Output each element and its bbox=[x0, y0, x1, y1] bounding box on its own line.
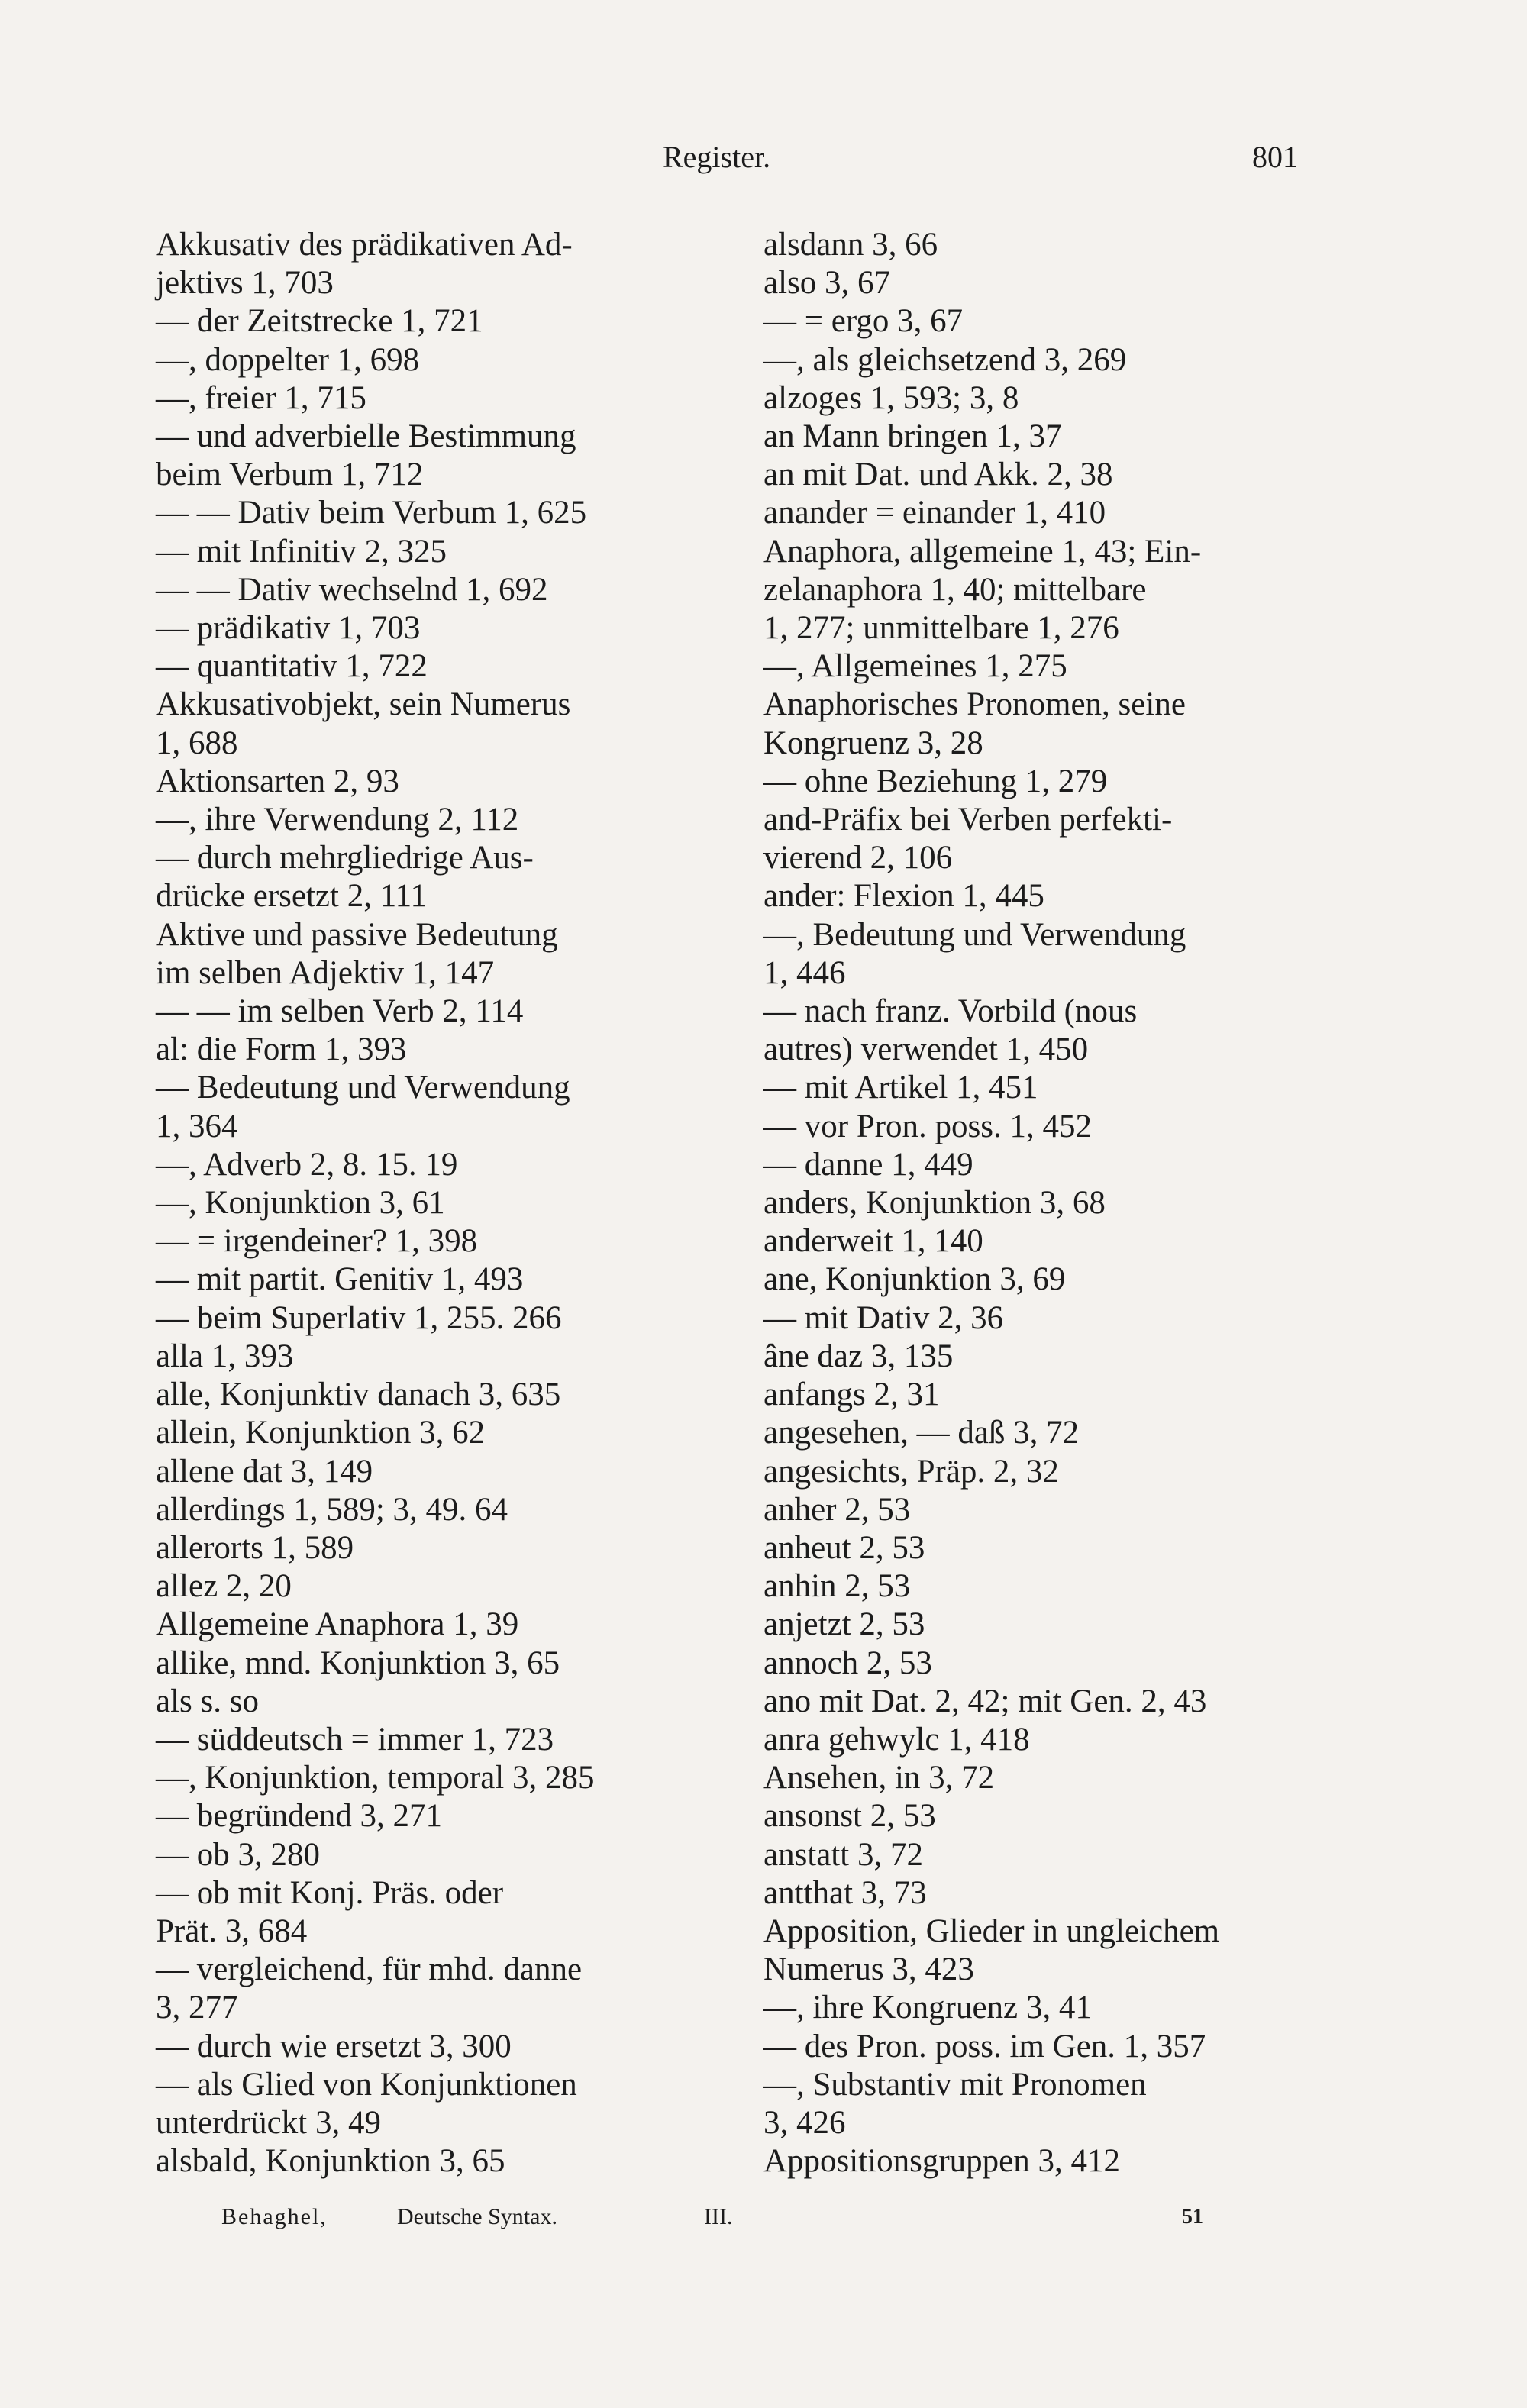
index-line: vierend 2, 106 bbox=[764, 840, 953, 876]
index-line: — — Dativ wechselnd 1, 692 bbox=[156, 571, 548, 608]
index-line: — danne 1, 449 bbox=[764, 1146, 973, 1183]
index-line: — vergleichend, für mhd. danne bbox=[156, 1951, 583, 1988]
index-line: — durch mehrgliedrige Aus- bbox=[156, 840, 534, 876]
page-number: 801 bbox=[1252, 140, 1298, 174]
index-line: — begründend 3, 271 bbox=[156, 1798, 442, 1835]
footer-author: Behaghel, bbox=[221, 2204, 328, 2229]
index-line: alsbald, Konjunktion 3, 65 bbox=[156, 2143, 505, 2180]
index-line: — der Zeitstrecke 1, 721 bbox=[156, 303, 483, 340]
index-line: —, ihre Kongruenz 3, 41 bbox=[764, 1990, 1092, 2026]
index-line: Anaphora, allgemeine 1, 43; Ein- bbox=[764, 533, 1202, 570]
index-line: allene dat 3, 149 bbox=[156, 1453, 373, 1490]
index-line: 1, 688 bbox=[156, 725, 238, 761]
index-line: — vor Pron. poss. 1, 452 bbox=[764, 1108, 1093, 1144]
index-line: — beim Superlativ 1, 255. 266 bbox=[156, 1299, 562, 1336]
index-line: — — im selben Verb 2, 114 bbox=[156, 993, 524, 1030]
index-line: —, als gleichsetzend 3, 269 bbox=[764, 341, 1127, 378]
index-line: anders, Konjunktion 3, 68 bbox=[764, 1185, 1106, 1222]
index-line: — = irgendeiner? 1, 398 bbox=[156, 1223, 478, 1260]
index-line: angesehen, — daß 3, 72 bbox=[764, 1415, 1080, 1451]
index-line: 1, 446 bbox=[764, 954, 846, 991]
index-line: Aktive und passive Bedeutung bbox=[156, 916, 558, 953]
index-line: —, ihre Verwendung 2, 112 bbox=[156, 802, 519, 838]
index-line: anfangs 2, 31 bbox=[764, 1377, 940, 1413]
index-line: antthat 3, 73 bbox=[764, 1874, 927, 1911]
index-line: ander: Flexion 1, 445 bbox=[764, 878, 1044, 915]
index-line: als s. so bbox=[156, 1683, 259, 1719]
index-line: —, doppelter 1, 698 bbox=[156, 341, 420, 378]
index-line: unterdrückt 3, 49 bbox=[156, 2104, 381, 2141]
index-line: —, Konjunktion, temporal 3, 285 bbox=[156, 1760, 595, 1796]
index-line: —, Allgemeines 1, 275 bbox=[764, 648, 1067, 685]
index-line: Apposition, Glieder in ungleichem bbox=[764, 1913, 1220, 1949]
index-line: — Bedeutung und Verwendung bbox=[156, 1070, 570, 1106]
index-line: Anaphorisches Pronomen, seine bbox=[764, 686, 1186, 723]
index-line: —, Bedeutung und Verwendung bbox=[764, 916, 1186, 953]
index-line: autres) verwendet 1, 450 bbox=[764, 1031, 1089, 1068]
index-line: angesichts, Präp. 2, 32 bbox=[764, 1453, 1059, 1490]
index-line: —, Adverb 2, 8. 15. 19 bbox=[156, 1146, 458, 1183]
index-line: Aktionsarten 2, 93 bbox=[156, 763, 399, 799]
index-line: annoch 2, 53 bbox=[764, 1645, 932, 1681]
index-line: — und adverbielle Bestimmung bbox=[156, 418, 576, 455]
index-line: — süddeutsch = immer 1, 723 bbox=[156, 1721, 554, 1758]
index-line: 3, 277 bbox=[156, 1990, 238, 2026]
index-line: — nach franz. Vorbild (nous bbox=[764, 993, 1138, 1030]
index-line: — durch wie ersetzt 3, 300 bbox=[156, 2028, 512, 2064]
running-title: Register. bbox=[663, 140, 771, 174]
page-footer bbox=[0, 2196, 1527, 2239]
index-line: allerdings 1, 589; 3, 49. 64 bbox=[156, 1491, 508, 1528]
index-line: and-Präfix bei Verben perfekti- bbox=[764, 802, 1173, 838]
running-head bbox=[0, 136, 1527, 179]
index-column-left bbox=[156, 226, 713, 2180]
index-line: 1, 277; unmittelbare 1, 276 bbox=[764, 610, 1119, 647]
footer-title: Deutsche Syntax. bbox=[397, 2204, 557, 2229]
index-line: Allgemeine Anaphora 1, 39 bbox=[156, 1606, 519, 1643]
index-line: im selben Adjektiv 1, 147 bbox=[156, 954, 495, 991]
index-line: allez 2, 20 bbox=[156, 1568, 292, 1605]
index-line: anra gehwylc 1, 418 bbox=[764, 1721, 1030, 1758]
index-line: Appositionsgruppen 3, 412 bbox=[764, 2143, 1121, 2180]
index-line: jektivs 1, 703 bbox=[156, 265, 334, 302]
index-line: alzoges 1, 593; 3, 8 bbox=[764, 379, 1019, 416]
index-line: âne daz 3, 135 bbox=[764, 1338, 954, 1374]
index-line: Numerus 3, 423 bbox=[764, 1951, 974, 1988]
index-line: —, Substantiv mit Pronomen bbox=[764, 2066, 1147, 2103]
index-line: — mit Dativ 2, 36 bbox=[764, 1299, 1004, 1336]
index-line: 1, 364 bbox=[156, 1108, 238, 1144]
index-line: anhin 2, 53 bbox=[764, 1568, 911, 1605]
index-line: anander = einander 1, 410 bbox=[764, 495, 1106, 531]
index-line: allein, Konjunktion 3, 62 bbox=[156, 1415, 486, 1451]
index-line: anher 2, 53 bbox=[764, 1491, 911, 1528]
index-line: al: die Form 1, 393 bbox=[156, 1031, 407, 1068]
index-line: — mit Infinitiv 2, 325 bbox=[156, 533, 447, 570]
index-line: — prädikativ 1, 703 bbox=[156, 610, 421, 647]
index-line: an Mann bringen 1, 37 bbox=[764, 418, 1062, 455]
index-line: — als Glied von Konjunktionen bbox=[156, 2066, 577, 2103]
index-line: anstatt 3, 72 bbox=[764, 1836, 923, 1873]
index-line: also 3, 67 bbox=[764, 265, 891, 302]
index-line: anjetzt 2, 53 bbox=[764, 1606, 925, 1643]
index-line: Akkusativ des prädikativen Ad- bbox=[156, 227, 573, 263]
index-line: allike, mnd. Konjunktion 3, 65 bbox=[156, 1645, 560, 1681]
index-line: alla 1, 393 bbox=[156, 1338, 294, 1374]
index-line: 3, 426 bbox=[764, 2104, 846, 2141]
index-line: Kongruenz 3, 28 bbox=[764, 725, 983, 761]
index-line: ano mit Dat. 2, 42; mit Gen. 2, 43 bbox=[764, 1683, 1207, 1719]
index-line: allerorts 1, 589 bbox=[156, 1529, 354, 1566]
index-line: — mit Artikel 1, 451 bbox=[764, 1070, 1038, 1106]
index-line: alle, Konjunktiv danach 3, 635 bbox=[156, 1377, 561, 1413]
index-line: Akkusativobjekt, sein Numerus bbox=[156, 686, 571, 723]
index-line: — ob mit Konj. Präs. oder bbox=[156, 1874, 504, 1911]
index-line: — mit partit. Genitiv 1, 493 bbox=[156, 1261, 524, 1298]
index-line: anheut 2, 53 bbox=[764, 1529, 925, 1566]
index-line: beim Verbum 1, 712 bbox=[156, 457, 424, 493]
index-line: alsdann 3, 66 bbox=[764, 227, 938, 263]
index-line: — quantitativ 1, 722 bbox=[156, 648, 428, 685]
index-line: — des Pron. poss. im Gen. 1, 357 bbox=[764, 2028, 1206, 2064]
index-line: anderweit 1, 140 bbox=[764, 1223, 983, 1260]
index-line: — = ergo 3, 67 bbox=[764, 303, 964, 340]
index-line: an mit Dat. und Akk. 2, 38 bbox=[764, 457, 1113, 493]
index-line: Prät. 3, 684 bbox=[156, 1913, 308, 1949]
index-line: zelanaphora 1, 40; mittelbare bbox=[764, 571, 1147, 608]
index-line: —, Konjunktion 3, 61 bbox=[156, 1185, 445, 1222]
index-line: drücke ersetzt 2, 111 bbox=[156, 878, 428, 915]
index-line: Ansehen, in 3, 72 bbox=[764, 1760, 995, 1796]
index-line: — ohne Beziehung 1, 279 bbox=[764, 763, 1108, 799]
index-line: — ob 3, 280 bbox=[156, 1836, 320, 1873]
index-column-right bbox=[764, 226, 1321, 2180]
index-line: ane, Konjunktion 3, 69 bbox=[764, 1261, 1066, 1298]
index-line: —, freier 1, 715 bbox=[156, 379, 366, 416]
index-line: — — Dativ beim Verbum 1, 625 bbox=[156, 495, 587, 531]
signature-mark: 51 bbox=[1182, 2205, 1203, 2229]
index-line: ansonst 2, 53 bbox=[764, 1798, 936, 1835]
footer-volume: III. bbox=[704, 2204, 733, 2229]
